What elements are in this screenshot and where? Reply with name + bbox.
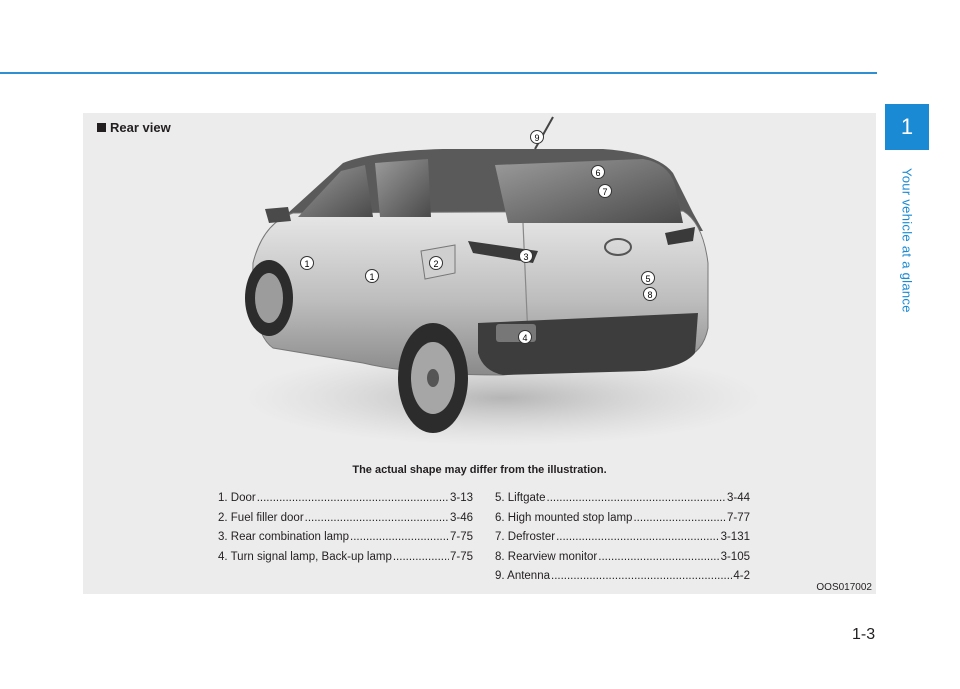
callout-5: [642, 272, 655, 285]
chapter-title: Your vehicle at a glance: [899, 167, 915, 313]
legend-item-label: 2. Fuel filler door: [218, 511, 304, 524]
section-title: Rear view: [110, 120, 171, 135]
callout-8-label: 8: [647, 290, 653, 300]
legend-item-page: 3-131: [720, 531, 750, 544]
callout-3-label: 3: [523, 252, 529, 262]
header-rule: [0, 72, 877, 74]
callout-6: [592, 166, 605, 179]
callout-4-label: 4: [522, 333, 528, 343]
legend-item-label: 3. Rear combination lamp: [218, 531, 350, 544]
chapter-number: 1: [900, 114, 914, 139]
legend-item-label: 6. High mounted stop lamp: [495, 511, 633, 524]
vehicle-rear-illustration: [83, 113, 876, 463]
page-number: 1-3: [852, 626, 876, 643]
legend-item[interactable]: [495, 528, 750, 548]
callout-7: [599, 185, 612, 198]
callout-7-label: 7: [602, 187, 608, 197]
legend-item[interactable]: [495, 567, 750, 587]
callout-4: [519, 331, 532, 344]
callout-1a: [301, 257, 314, 270]
legend-item[interactable]: [218, 489, 473, 509]
rear-view-panel: [83, 113, 876, 594]
legend-item[interactable]: [495, 548, 750, 568]
legend-item-page: 3-46: [449, 511, 473, 524]
callout-1a-label: 1: [304, 259, 310, 269]
legend-item-label: 8. Rearview monitor: [495, 550, 598, 563]
legend-list-right: [495, 489, 750, 587]
legend-item-page: 7-77: [726, 511, 750, 524]
legend-item-label: 1. Door: [218, 492, 256, 504]
legend-item[interactable]: [218, 528, 473, 548]
legend-item-label: 4. Turn signal lamp, Back-up lamp: [218, 550, 392, 563]
callout-9-label: 9: [534, 133, 540, 143]
legend-list-left: [218, 489, 473, 567]
legend-item-label: 5. Liftgate: [495, 492, 546, 504]
legend-item[interactable]: [218, 548, 473, 568]
callout-2: [430, 257, 443, 270]
callout-1b: [366, 270, 379, 283]
legend-item-page: 3-13: [449, 492, 473, 504]
legend-item-page: 7-75: [449, 550, 473, 563]
legend-item-page: 7-75: [449, 531, 473, 544]
callout-6-label: 6: [595, 168, 601, 178]
legend-item[interactable]: [495, 509, 750, 529]
callout-5-label: 5: [645, 274, 651, 284]
legend-item[interactable]: [218, 509, 473, 529]
illustration-note: The actual shape may differ from the illustration.: [352, 464, 607, 476]
legend-item[interactable]: [495, 489, 750, 509]
legend-item-page: 3-44: [726, 492, 750, 504]
legend-item-page: 4-2: [733, 570, 750, 583]
legend-item-label: 7. Defroster: [495, 531, 556, 544]
chapter-side-caption: [893, 155, 921, 325]
callout-2-label: 2: [433, 259, 439, 269]
callout-1b-label: 1: [369, 272, 375, 282]
chapter-tab[interactable]: [885, 104, 929, 150]
callout-9: [531, 131, 544, 144]
callout-8: [644, 288, 657, 301]
figure-code: OOS017002: [816, 582, 872, 593]
legend-item-label: 9. Antenna: [495, 570, 550, 583]
callout-3: [520, 250, 533, 263]
legend-item-page: 3-105: [720, 550, 750, 563]
